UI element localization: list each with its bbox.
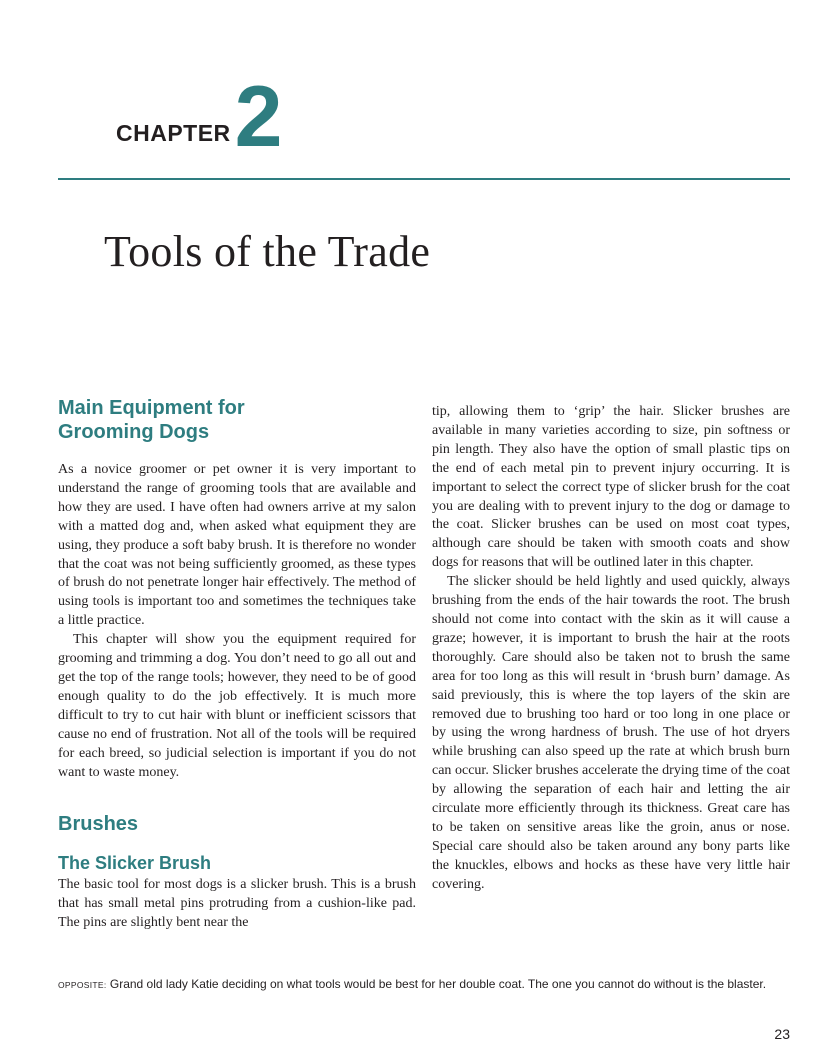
right-column bbox=[432, 403, 790, 895]
section-heading-main-equipment: Main Equipment for Grooming Dogs bbox=[58, 397, 245, 443]
chapter-divider bbox=[58, 178, 790, 180]
chapter-title: Tools of the Trade bbox=[104, 227, 431, 276]
chapter-heading bbox=[116, 69, 283, 165]
subsection-heading-slicker-brush: The Slicker Brush bbox=[58, 853, 212, 874]
caption-text: Grand old lady Katie deciding on what tools would be best for her double coat. The one you cannot do without is the blaster. bbox=[106, 977, 767, 991]
paragraph: As a novice groomer or pet owner it is very important to understand the range of grooming tools that are available and how they are used. I have often had owners arrive at my salon with a matted dog and, when asked what equipment they are using, they produce a soft baby brush. It is therefore no wonder that the coat was not being sufficiently groomed, as these types of brush do not penetrate longer hair effectively. The method of using tools is important too and sometimes the techniques take a little practice. bbox=[58, 462, 416, 629]
photo-caption bbox=[58, 977, 790, 993]
section-heading-brushes: Brushes bbox=[58, 813, 139, 836]
paragraph: The slicker should be held lightly and used quickly, always brushing from the ends of the hair towards the root. The brush should not come into contact with the skin as it will cause a graze; however, it is important to brush the hair at the roots thoroughly. Care should also be taken not to brush the same area for too long as this will result in ‘brush burn’ damage. As said previously, this is where the top layers of the skin are removed due to brushing too hard or too long in one place or by using the wrong hardness of brush. The use of hot dryers while brushing can also speed up the rate at which brush burn can occur. Slicker brushes accelerate the drying time of the coat by allowing the separation of each hair and letting the air circulate more efficiently through its thickness. Great care has to be taken on sensitive areas like the groin, anus or nose. Special care should also be taken around any bony parts like the knuckles, elbows and hocks as these have very little hair covering. bbox=[432, 574, 790, 892]
paragraph: This chapter will show you the equipment required for grooming and trimming a dog. You don’t need to go all out and get the top of the range tools; however, they need to be of good enough quality to do the job effectively. It is much more difficult to try to cut hair with blunt or inefficient scissors that cause no end of frustration. Not all of the tools will be required for each breed, so judicial selection is important if you do not want to waste money. bbox=[58, 632, 416, 780]
page-number: 23 bbox=[774, 1026, 790, 1042]
left-column bbox=[58, 396, 416, 933]
chapter-number: 2 bbox=[234, 69, 283, 165]
paragraph: The basic tool for most dogs is a slicker brush. This is a brush that has small metal pins protruding from a cushion-like pad. The pins are slightly bent near the bbox=[58, 877, 416, 931]
chapter-label: CHAPTER bbox=[116, 120, 231, 146]
caption-label: OPPOSITE: bbox=[58, 980, 107, 990]
paragraph: tip, allowing them to ‘grip’ the hair. Slicker brushes are available in many varieties according to size, pin softness or pin length. They also have the option of small plastic tips on the end of each metal pin to prevent injury occurring. It is important to select the correct type of slicker brush for the coat you are dealing with to prevent injury to the dog or damage to the coat. Slicker brushes can be used on most coat types, although care should be taken with smooth coats and show dogs for reasons that will be outlined later in this chapter. bbox=[432, 404, 790, 571]
